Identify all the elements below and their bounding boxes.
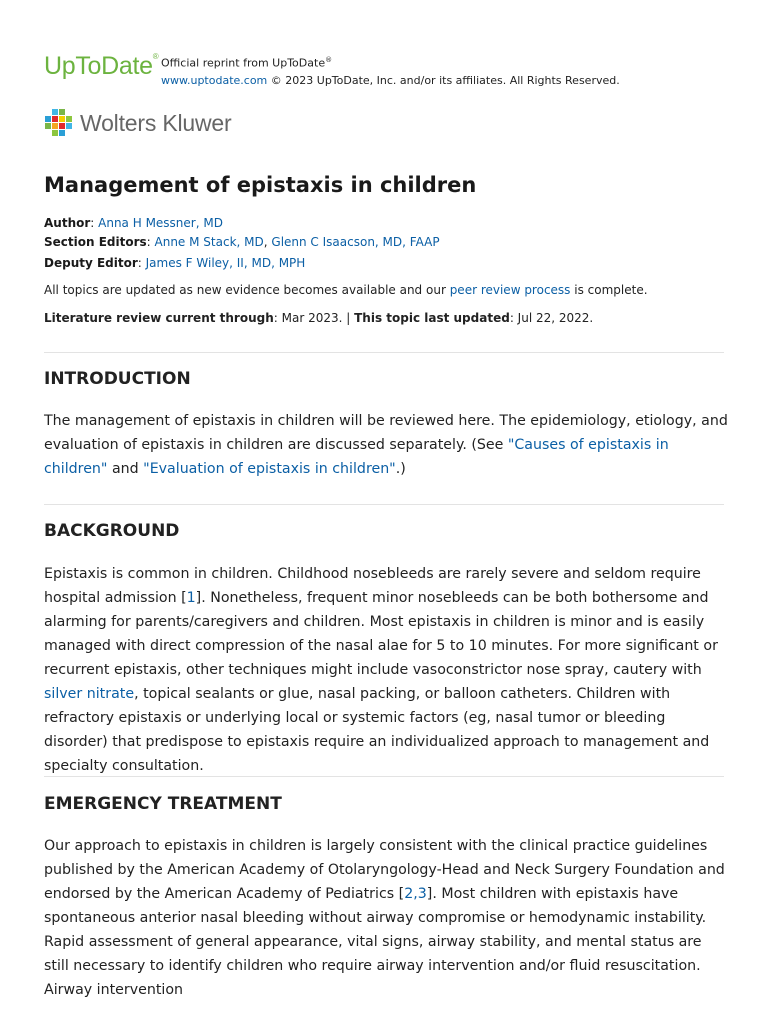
silver-nitrate-link[interactable]: silver nitrate [44, 686, 135, 702]
peer-review-link[interactable]: peer review process [449, 283, 571, 297]
update-notice: All topics are updated as new evidence becomes available and our peer review process is complete. [44, 283, 648, 297]
author-label: Author [44, 216, 91, 230]
reprint-notice [161, 52, 620, 89]
copyright-text: © 2023 UpToDate, Inc. and/or its affiliates. All Rights Reserved. [267, 73, 620, 87]
author-link[interactable]: Anna H Messner, MD [98, 216, 223, 230]
last-updated-label: This topic last updated [354, 311, 510, 325]
publisher-name: Wolters Kluwer [80, 110, 232, 136]
background-heading: BACKGROUND [44, 521, 180, 541]
divider [44, 352, 724, 353]
reprint-registered: ® [325, 56, 333, 64]
deputy-editor-label: Deputy Editor [44, 256, 138, 270]
lit-review-value: : Mar 2023. | [273, 311, 355, 325]
introduction-heading: INTRODUCTION [44, 369, 191, 389]
evaluation-of-epistaxis-link[interactable]: "Evaluation of epistaxis in children" [143, 461, 396, 477]
last-updated-value: : Jul 22, 2022. [509, 311, 594, 325]
reprint-line: Official reprint from UpToDate [161, 56, 326, 70]
uptodate-logo-registered: ® [152, 51, 159, 61]
section-editors-line: Section Editors: Anne M Stack, MD, Glenn C Isaacson, MD, FAAP [44, 235, 440, 249]
reference-2-3-link[interactable]: 2,3 [404, 886, 427, 902]
introduction-paragraph: The management of epistaxis in children will be reviewed here. The epidemiology, etiology, and evaluation of epistaxis in children are discussed separately. (See "Causes of epistaxis in children" and "Evaluation of epistaxis in children".) [44, 413, 728, 477]
emergency-treatment-paragraph: Our approach to epistaxis in children is largely consistent with the clinical practice guidelines published by the American Academy of Otolaryngology-Head and Neck Surgery Foundation and endorsed by the American Academy of Pediatrics [2,3]. Most children with epistaxis have spontaneous anterior nasal bleeding without airway compromise or hemodynamic instability. Rapid assessment of general appearance, vital signs, airway stability, and mental status are still necessary to identify children who require airway intervention and/or fluid resuscitation. Airway intervention [44, 838, 725, 998]
author-line: Author: Anna H Messner, MD [44, 216, 223, 230]
literature-review-line [44, 311, 593, 325]
causes-of-epistaxis-link[interactable]: "Causes of epistaxis in children" [44, 437, 669, 477]
section-editor-link-1[interactable]: Anne M Stack, MD [154, 235, 264, 249]
uptodate-site-link[interactable]: www.uptodate.com [161, 73, 268, 87]
lit-review-label: Literature review current through [44, 311, 274, 325]
uptodate-logo-text: UpToDate [44, 52, 153, 80]
reprint-header [44, 52, 724, 92]
deputy-editor-link[interactable]: James F Wiley, II, MD, MPH [145, 256, 306, 270]
wolters-kluwer-mosaic-icon [44, 108, 76, 138]
section-editors-label: Section Editors [44, 235, 147, 249]
background-paragraph: Epistaxis is common in children. Childhood nosebleeds are rarely severe and seldom require hospital admission [1]. Nonetheless, frequent minor nosebleeds can be both bothersome and alarming for parents/caregivers and children. Most epistaxis in children is minor and is easily managed with direct compression of the nasal alae for 5 to 10 minutes. For more significant or recurrent epistaxis, other techniques might include vasoconstrictor nose spray, cautery with silver nitrate, topical sealants or glue, nasal packing, or balloon catheters. Children with refractory epistaxis or underlying local or systemic factors (eg, nasal tumor or bleeding disorder) that predispose to epistaxis require an individualized approach to management and specialty consultation. [44, 566, 718, 774]
divider [44, 776, 724, 777]
divider [44, 504, 724, 505]
uptodate-logo [44, 52, 158, 81]
section-editor-link-2[interactable]: Glenn C Isaacson, MD, FAAP [271, 235, 440, 249]
emergency-treatment-heading: EMERGENCY TREATMENT [44, 794, 282, 814]
article-title: Management of epistaxis in children [44, 173, 477, 197]
reference-1-link[interactable]: 1 [186, 590, 196, 606]
deputy-editor-line: Deputy Editor: James F Wiley, II, MD, MPH [44, 256, 306, 270]
